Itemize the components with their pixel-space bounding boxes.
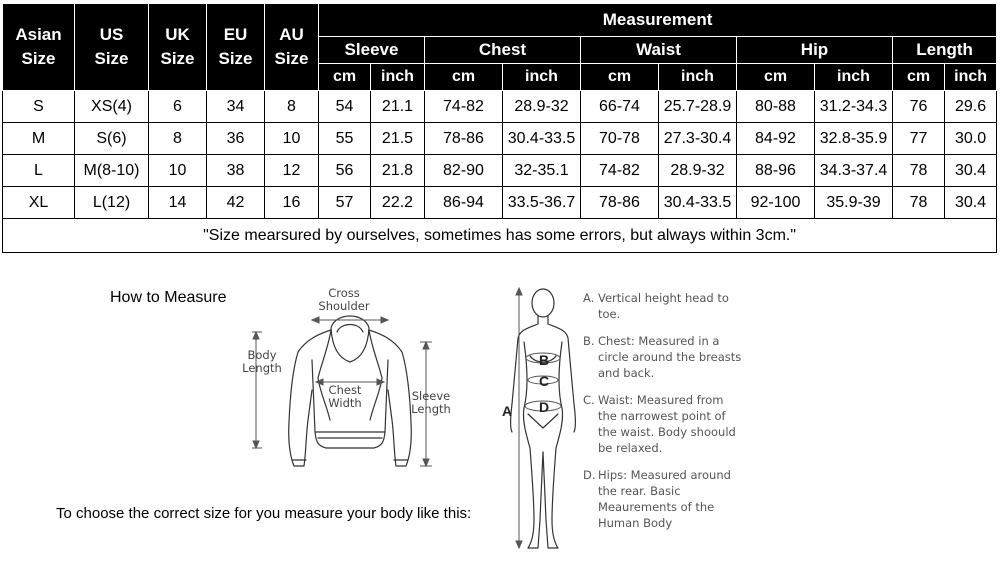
table-cell: 55 <box>319 123 371 155</box>
table-cell: S <box>3 91 75 123</box>
table-cell: 76 <box>893 91 945 123</box>
table-cell: 22.2 <box>371 187 425 219</box>
table-cell: 35.9-39 <box>815 187 893 219</box>
header-eu-size: EU Size <box>207 4 265 91</box>
unit-inch: inch <box>659 64 737 91</box>
table-cell: 78-86 <box>425 123 503 155</box>
unit-inch: inch <box>815 64 893 91</box>
header-sleeve: Sleeve <box>319 37 425 64</box>
table-cell: 80-88 <box>737 91 815 123</box>
table-cell: 38 <box>207 155 265 187</box>
table-cell: 92-100 <box>737 187 815 219</box>
table-cell: XS(4) <box>75 91 149 123</box>
table-cell: M(8-10) <box>75 155 149 187</box>
table-cell: 21.5 <box>371 123 425 155</box>
header-hip: Hip <box>737 37 893 64</box>
unit-inch: inch <box>503 64 581 91</box>
table-cell: 33.5-36.7 <box>503 187 581 219</box>
body-length-label: Body Length <box>242 348 282 375</box>
cross-shoulder-label: Cross Shoulder <box>318 286 370 313</box>
header-uk-size: UK Size <box>149 4 207 91</box>
unit-cm: cm <box>319 64 371 91</box>
table-cell: 30.4-33.5 <box>659 187 737 219</box>
table-cell: 66-74 <box>581 91 659 123</box>
unit-inch: inch <box>371 64 425 91</box>
header-measurement: Measurement <box>319 4 997 37</box>
table-cell: 36 <box>207 123 265 155</box>
body-letter-c: C <box>539 373 550 389</box>
measurement-legend <box>583 290 743 542</box>
table-cell: 31.2-34.3 <box>815 91 893 123</box>
table-cell: 34 <box>207 91 265 123</box>
table-cell: 74-82 <box>425 91 503 123</box>
table-cell: 21.1 <box>371 91 425 123</box>
table-cell: S(6) <box>75 123 149 155</box>
how-to-measure-title: How to Measure <box>110 289 227 306</box>
table-cell: 84-92 <box>737 123 815 155</box>
unit-cm: cm <box>581 64 659 91</box>
table-cell: 30.4 <box>945 187 997 219</box>
table-cell: 82-90 <box>425 155 503 187</box>
table-cell: 78 <box>893 155 945 187</box>
table-cell: 16 <box>265 187 319 219</box>
body-letter-a: A <box>502 403 513 419</box>
legend-item-a: A. Vertical height head to toe. <box>583 291 729 321</box>
unit-cm: cm <box>893 64 945 91</box>
legend-item-d: D. Hips: Measured around the rear. Basic Meaurements of the Human Body <box>583 468 731 530</box>
table-cell: 56 <box>319 155 371 187</box>
legend-item-c: C. Waist: Measured from the narrowest point of the waist. Body shoould be relaxed. <box>583 393 736 455</box>
body-letter-b: B <box>539 352 550 368</box>
legend-item-b: B. Chest: Measured in a circle around the breasts and back. <box>583 334 742 380</box>
table-cell: XL <box>3 187 75 219</box>
choose-size-instruction: To choose the correct size for you measure your body like this: <box>56 505 472 522</box>
table-cell: 10 <box>265 123 319 155</box>
table-cell: 77 <box>893 123 945 155</box>
table-cell: 86-94 <box>425 187 503 219</box>
table-cell: L <box>3 155 75 187</box>
header-asian-size: Asian Size <box>3 4 75 91</box>
table-cell: 12 <box>265 155 319 187</box>
table-cell: 30.4-33.5 <box>503 123 581 155</box>
table-cell: L(12) <box>75 187 149 219</box>
table-cell: 78-86 <box>581 187 659 219</box>
body-illustration <box>511 289 576 548</box>
table-cell: M <box>3 123 75 155</box>
table-cell: 70-78 <box>581 123 659 155</box>
table-cell: 14 <box>149 187 207 219</box>
unit-cm: cm <box>737 64 815 91</box>
table-cell: 42 <box>207 187 265 219</box>
header-au-size: AU Size <box>265 4 319 91</box>
table-cell: 8 <box>265 91 319 123</box>
header-length: Length <box>893 37 997 64</box>
table-cell: 27.3-30.4 <box>659 123 737 155</box>
table-cell: 34.3-37.4 <box>815 155 893 187</box>
table-cell: 25.7-28.9 <box>659 91 737 123</box>
header-waist: Waist <box>581 37 737 64</box>
sleeve-length-label: Sleeve Length <box>411 389 451 416</box>
unit-cm: cm <box>425 64 503 91</box>
table-cell: 88-96 <box>737 155 815 187</box>
table-cell: 78 <box>893 187 945 219</box>
table-cell: 29.6 <box>945 91 997 123</box>
table-cell: 30.4 <box>945 155 997 187</box>
table-cell: 32.8-35.9 <box>815 123 893 155</box>
table-cell: 21.8 <box>371 155 425 187</box>
table-cell: 54 <box>319 91 371 123</box>
chest-width-label: Chest Width <box>328 383 362 410</box>
table-note: "Size mearsured by ourselves, sometimes has some errors, but always within 3cm." <box>3 219 997 253</box>
table-cell: 28.9-32 <box>659 155 737 187</box>
header-chest: Chest <box>425 37 581 64</box>
table-cell: 8 <box>149 123 207 155</box>
body-letter-d: D <box>539 399 550 415</box>
table-cell: 6 <box>149 91 207 123</box>
table-cell: 57 <box>319 187 371 219</box>
table-cell: 10 <box>149 155 207 187</box>
header-us-size: US Size <box>75 4 149 91</box>
table-cell: 32-35.1 <box>503 155 581 187</box>
table-cell: 28.9-32 <box>503 91 581 123</box>
unit-inch: inch <box>945 64 997 91</box>
table-cell: 30.0 <box>945 123 997 155</box>
table-cell: 74-82 <box>581 155 659 187</box>
